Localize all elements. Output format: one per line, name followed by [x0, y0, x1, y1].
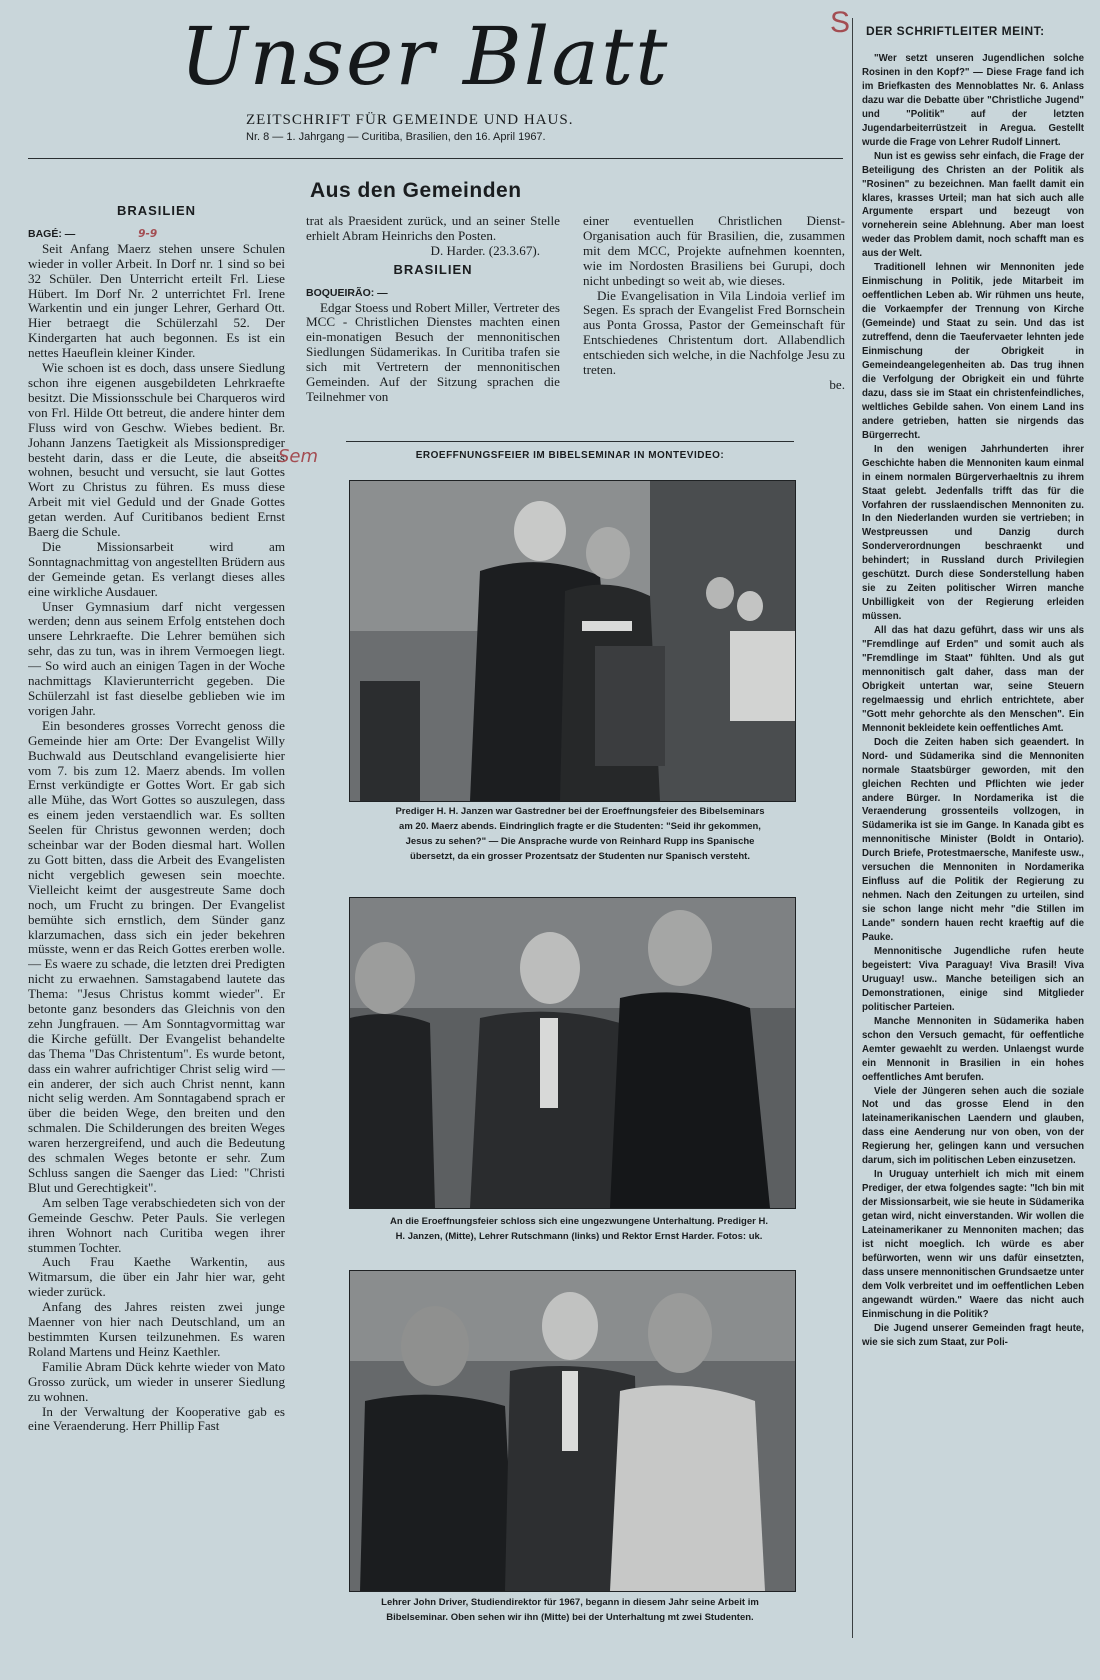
editorial-paragraph: Manche Mennoniten in Südamerika haben schon den Versuch gemacht, für oeffentliche Aemter gewaehlt zu werden. Unlaengst wurde ein Mennonit in Brasilien in ein hohes oeffentliches Amt berufen.	[862, 1015, 1084, 1083]
photo-caption: An die Eroeffnungsfeier schloss sich eine ungezwungene Unterhaltung. Prediger H. H. Janzen, (Mitte), Lehrer Rutschmann (links) und Rektor Ernst Harder. Fotos: uk.	[390, 1216, 768, 1242]
editorial-paragraph: Viele der Jüngeren sehen auch die soziale Not und das grosse Elend in den lateinamerikanischen Laendern und glauben, dass eine Aenderung nur von oben, von der Regierung her, gelingen kann und versuchen darum, sich im politischen Leben einzusetzen.	[862, 1085, 1084, 1167]
editorial-paragraph: In den wenigen Jahrhunderten ihrer Geschichte haben die Mennoniten kaum einmal in einem normalen Bürgerverhaeltnis zu ihrem Staat gelebt. Jedenfalls trifft das für die Vorfahren der russlaendischen Mennoniten zu. In den Niederlanden wurden sie vertrieben; in Westpreussen und Danzig durch Sonderverordnungen beschraenkt und behindert; in Russland durch Privilegien geschützt. Durch diese Sonderstellung haben sie zu Zeiten politischer Wirren manche Unbilligkeit von der Regierung erleiden müssen.	[862, 443, 1084, 623]
handwritten-note: 9-9	[138, 227, 158, 240]
photo-section-heading: EROEFFNUNGSFEIER IM BIBELSEMINAR IN MONTEVIDEO:	[415, 450, 725, 461]
article-column-1	[28, 200, 285, 1652]
masthead-title: Unser Blatt	[180, 10, 670, 103]
editorial-paragraph: Traditionell lehnen wir Mennoniten jede Einmischung in Politik, jede Mitarbeit im oeffentlichen Leben ab. Wir rühmen uns heute, die Vorkaempfer der Trennung von Kirche (Gemeinde) und Staat zu sein. Und das ist zutreffend, denn die Taeufervaeter lehnten jede Einmischung der Obrigkeit in Gemeindeangelegenheiten ab. Das trug ihnen die Verfolgung der Obrigkeit ein und führte dazu, dass sie im Staat ein christenfeindliches, weltliches Gebilde sahen. Von einem Land ins andere getrieben, hatten sie nirgends das Bürgerrecht.	[862, 262, 1084, 441]
editorial-paragraph: "Wer setzt unseren Jugendlichen solche Rosinen in den Kopf?" — Diese Frage fand ich im Briefkasten des Mennoblattes Nr. 6. Anlass dazu war die Debatte über "Christliche Jugend" und "Politik" auf der letzten Jugendarbeiterrüstzeit in Aregua. Gestellt wurde die Frage von Lehrer Rudolf Linnert.	[862, 53, 1084, 148]
article-paragraph: Die Missionsarbeit wird am Sonntagnachmittag von angestellten Brüdern aus der Gemeinde getan. Es verlangt dieses alles eine wirkliche Ausdauer.	[28, 538, 285, 599]
handwritten-mark: S	[830, 6, 851, 39]
article-paragraph: In der Verwaltung der Kooperative gab es eine Veraenderung. Herr Phillip Fast	[28, 1403, 285, 1434]
place-label: BOQUEIRÃO: —	[306, 286, 388, 299]
article-paragraph: Seit Anfang Maerz stehen unsere Schulen wieder in voller Arbeit. In Dorf nr. 1 sind so bei 32 Schüler. Den Unterricht erteilt Frl. Liese Hübert. Im Dorf Nr. 2 unterrichtet Frl. Irene Warkentin und ein junger Lehrer, Gerhard Ott. Hier betraegt die Schülerzahl 52. Der Kindergarten hat auch begonnen. Es ist ein nettes Haeuflein kleiner Kinder.	[28, 240, 285, 361]
editorial-column	[862, 52, 1084, 1648]
signature: D. Harder. (23.3.67).	[430, 242, 540, 258]
article-paragraph: einer eventuellen Christlichen Dienst-Organisation auch für Brasilien, die, zusammen mit dem MCC, Projekte aufnehmen koennten, wie im Nordosten Brasiliens bei Gurupi, doch nicht unbedingt so weit ab, wie dieses.	[583, 214, 845, 288]
editorial-paragraph: All das hat dazu geführt, dass wir uns als "Fremdlinge auf Erden" und somit auch als "Fremdlinge im Staat" fühlten. Und als gut mennonitisch galt daher, dass man der Obrigkeit untertan war, seine Steuern regelmaessig und ehrlich entrichtete, aber "Gott mehr gehorchte als den Menschen". Ein Mennonit bekleidete kein oeffentliches Amt.	[862, 625, 1084, 734]
photo-caption: Lehrer John Driver, Studiendirektor für 1967, begann in diesem Jahr seine Arbeit im Bibelseminar. Oben sehen wir ihn (Mitte) bei der Unterhaltung mt zwei Studenten.	[381, 1597, 759, 1623]
editorial-paragraph: Nun ist es gewiss sehr einfach, die Frage der Beteiligung des Christen an der Politik als "Rosinen" zu bezeichnen. Man faellt damit ein klares, krasses Urteil; man hat sich auch alle Argumente erspart und bezeugt von vorneherein seine Ablehnung. Aber man loest weder das Problem damit, noch schafft man es aus der Welt.	[862, 150, 1084, 260]
masthead-rule	[28, 158, 843, 159]
article-title: Aus den Gemeinden	[310, 179, 522, 202]
section-heading: BRASILIEN	[393, 261, 473, 277]
signature: be.	[829, 376, 845, 392]
article-column-2	[306, 214, 560, 428]
masthead-subtitle: ZEITSCHRIFT FÜR GEMEINDE UND HAUS.	[246, 112, 574, 128]
article-paragraph: Wie schoen ist es doch, dass unsere Siedlung schon ihre eigenen ausgebildeten Lehrkraefte besitzt. Die Missionsschule bei Charqueros wird von Frl. Hilde Ott betreut, die andere hinter dem Fluss wird von Geschw. Wiebes bedient. Br. Johann Janzens Taetigkeit als Missionsprediger besteht darin, dass er die Leute, die abseits wohnen, besucht und versucht, sie laut Gottes Wort zu Christus zu führen. Es muss diese Arbeit mit viel Geduld und der Gnade Gottes getan werden. Auf Curitibanos bedient Ernst Baerg die Schule.	[28, 360, 285, 540]
photo-janzen-lectern	[349, 480, 796, 802]
article-paragraph: Auch Frau Kaethe Warkentin, aus Witmarsum, die über ein Jahr hier war, geht wieder zurück.	[28, 1254, 285, 1300]
editorial-paragraph: Die Jugend unserer Gemeinden fragt heute, wie sie sich zum Staat, zur Poli-	[862, 1322, 1084, 1348]
photo-section-rule	[346, 441, 794, 442]
section-heading: BRASILIEN	[116, 203, 197, 218]
article-paragraph: Die Evangelisation in Vila Lindoia verlief im Segen. Es sprach der Evangelist Fred Bornschein aus Ponta Grossa, Pastor der Gemeinschaft für Entschiedenes Christentum dort. Allabendlich entschieden sich welche, in die Nachfolge Jesu zu treten.	[583, 287, 845, 378]
article-paragraph: Ein besonderes grosses Vorrecht genoss die Gemeinde hier am Orte: Der Evangelist Willy Buchwald aus Deutschland evangelisierte hier vom 7. bis zum 12. Maerz abends. Im vollen Ernst verkündigte er Gottes Wort. Er gab sich alle Mühe, das Wort Gottes so auszulegen, dass es einem jeden verstaendlich war. Es sollten Seelen für Christus gewonnen werden; doch scheinbar war der Boden diesmal hart. Wollen zu Gott bitten, dass die Arbeit des Evangelisten nicht vergeblich gewesen sein moechte. Vielleicht keimt der ausgestreute Same doch noch, um Frucht zu bringen. Der Evangelist bemühte sich ernstlich, dem Sünder ganz klarzumachen, dass sich ein jeder bekehren müsste, wenn er das Reich Gottes ererben wolle. — Es waere zu schade, die letzten drei Predigten nicht zu erwaehnen. Samstagabend lautete das Thema: "Jesus Christus kommt wieder". Er betonte ganz besonders das Gleichnis von den zehn Jungfrauen. — Am Sonntagvormittag war die Kirche gefüllt. Der Evangelist behandelte das Thema "Das Christentum". Es wurde betont, dass ein wahrer aufrichtiger Christ selig wird — ein anderer, der sich auch Christ nennt, kann nicht selig werden. Am Sonntagabend sprach er über die beiden Wege, den breiten und den schmalen. Die Schilderungen des breiten Weges waren herzergreifend, und auch die Bedeutung des schmalen Weges betonte er sehr. Zum Schluss sangen die Saenger das Lied: "Christi Blut und Gerechtigkeit".	[28, 717, 285, 1195]
issue-line: Nr. 8 — 1. Jahrgang — Curitiba, Brasilien, den 16. April 1967.	[246, 131, 546, 143]
article-paragraph: trat als Praesident zurück, und an seiner Stelle erhielt Abram Heinrichs den Posten.	[306, 214, 560, 243]
article-paragraph: Unser Gymnasium darf nicht vergessen werden; denn aus seinem Erfolg entstehen doch unsere Lehrkraefte. Die Lehrer bemühen sich sehr, das zu tun, was in ihrem Vermoegen liegt. — So wird auch an einigen Tagen in der Woche nachmittags Klavierunterricht gegeben. Die Schülerzahl ist fast dieselbe geblieben wie im vorigen Jahr.	[28, 598, 285, 718]
editorial-paragraph: Doch die Zeiten haben sich geaendert. In Nord- und Südamerika sind die Mennoniten normale Staatsbürger geworden, mit den gleichen Rechten und Pflichten wie jeder andere Bürger. In Nordamerika ist die Veraenderung grossenteils vollzogen, in Südamerika ist sie im Gange. In Kanada gibt es mennonitische Minister (Boldt in Ontario). Durch Briefe, Protestmaersche, Manifeste usw., versuchen die Mennoniten in Nordamerika Einfluss auf die Politik der Regierung zu nehmen. Nach den Zeitungen zu urteilen, sind sie schon lange nicht mehr "die Stillen im Lande" sondern hauen recht kraeftig auf die Pauke.	[862, 736, 1084, 944]
photo-driver-students	[349, 1270, 796, 1592]
article-paragraph: Anfang des Jahres reisten zwei junge Maenner von hier nach Deutschland, um an bestimmten Kursen teilzunehmen. Es waren Roland Martens und Heinz Kaethler.	[28, 1299, 285, 1359]
article-column-3	[583, 214, 845, 432]
column-divider	[852, 18, 853, 1638]
article-paragraph: Am selben Tage verabschiedeten sich von der Gemeinde Geschw. Peter Pauls. Sie verlegen ihren Wohnort nach Curitiba wegen ihrer stummen Tochter.	[28, 1194, 285, 1255]
handwritten-note: Sem	[278, 446, 319, 467]
photo-image	[350, 481, 795, 801]
editorial-heading: DER SCHRIFTLEITER MEINT:	[866, 24, 1045, 38]
place-name: BAGÉ: —	[28, 227, 76, 240]
editorial-paragraph: Mennonitische Jugendliche rufen heute begeistert: Viva Paraguay! Viva Brasil! Viva Uruguay! usw.. Manche beteiligen sich an Demonstrationen, einige sind Mitglieder politischer Parteien.	[862, 946, 1084, 1013]
photo-image	[350, 898, 795, 1208]
article-paragraph: Edgar Stoess und Robert Miller, Vertreter des MCC - Christlichen Dienstes machten einen ein-monatigen Besuch der mennonitischen Siedlungen Südamerikas. In Curitiba trafen sie sich mit Vertretern der mennonitischen Gemeinden. Auf der Sitzung sprachen die Teilnehmer von	[306, 299, 560, 404]
photo-conversation	[349, 897, 796, 1209]
editorial-paragraph: In Uruguay unterhielt ich mich mit einem Prediger, der etwa folgendes sagte: "Ich bin mit der Missionsarbeit, wie sie heute in Südamerika getan wird, nicht einverstanden. Wir wollen die Lateinamerikaner zu Mennoniten machen; das ist nicht moeglich. Ich würde es aber befürworten, wenn wir uns dafür einsetzten, dass unsere mennonitischen Grundsaetze unter dem Volk verbreitet und im oeffentlichen Leben angewandt würden." Waere das nicht auch Einmischung in die Politik?	[862, 1169, 1084, 1320]
place-label	[28, 227, 285, 242]
photo-image	[350, 1271, 795, 1591]
photo-caption: Prediger H. H. Janzen war Gastredner bei der Eroeffnungsfeier des Bibelseminars am 20. Maerz abends. Eindringlich fragte er die Studenten: "Seid ihr gekommen, Jesus zu sehen?" — Die Ansprache wurde von Reinhard Rupp ins Spanische übersetzt, da ein grosser Prozentsatz der Studenten nur Spanisch versteht.	[395, 806, 765, 862]
article-paragraph: Familie Abram Dück kehrte wieder von Mato Grosso zurück, um wieder in unserer Siedlung zu wohnen.	[28, 1358, 285, 1404]
